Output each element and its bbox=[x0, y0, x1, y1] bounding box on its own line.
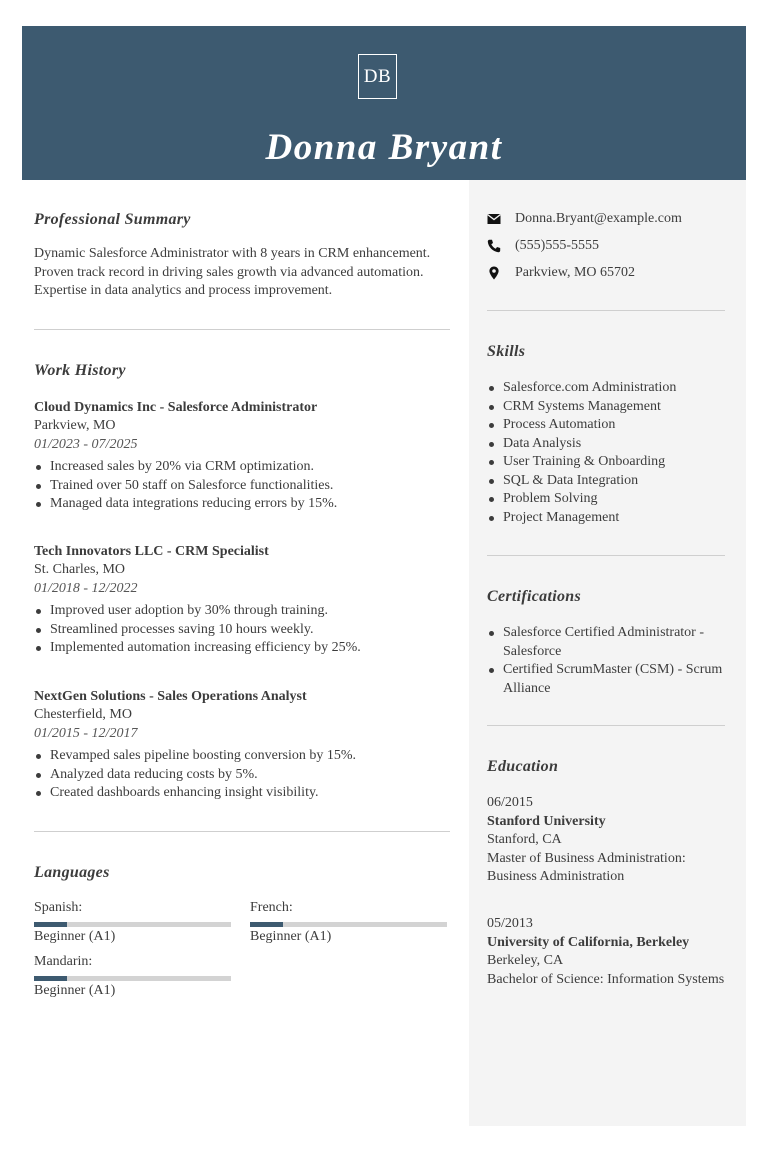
language-name: French: bbox=[250, 900, 293, 915]
edu-date: 05/2013 bbox=[487, 916, 533, 931]
sidebar-divider bbox=[487, 725, 725, 726]
list-item bbox=[487, 661, 727, 698]
sidebar bbox=[469, 180, 746, 1126]
cert-line: Alliance bbox=[503, 680, 551, 696]
list-item: Salesforce.com Administration bbox=[487, 379, 727, 398]
edu-location: Berkeley, CA bbox=[487, 953, 564, 968]
language-item bbox=[250, 899, 447, 946]
list-item: Increased sales by 20% via CRM optimization. bbox=[34, 458, 450, 477]
job-title: NextGen Solutions - Sales Operations Analyst bbox=[34, 689, 307, 704]
language-level: Beginner (A1) bbox=[34, 983, 116, 998]
work-history-heading: Work History bbox=[34, 362, 126, 379]
cert-line: Certified ScrumMaster (CSM) - Scrum bbox=[503, 662, 723, 677]
summary-line: Dynamic Salesforce Administrator with 8 years in CRM enhancement. bbox=[34, 246, 431, 261]
job-title: Cloud Dynamics Inc - Salesforce Administrator bbox=[34, 400, 318, 415]
list-item: Created dashboards enhancing insight visibility. bbox=[34, 784, 450, 803]
edu-school: Stanford University bbox=[487, 813, 606, 829]
map-pin-icon bbox=[487, 266, 501, 280]
list-item: Data Analysis bbox=[487, 435, 727, 454]
language-level: Beginner (A1) bbox=[250, 929, 332, 944]
education-heading: Education bbox=[487, 758, 559, 775]
job-bullets bbox=[34, 747, 450, 803]
proficiency-fill bbox=[34, 976, 67, 981]
edu-location: Stanford, CA bbox=[487, 832, 562, 847]
resume-page bbox=[22, 26, 746, 1126]
job-bullets bbox=[34, 602, 450, 658]
language-name: Spanish: bbox=[34, 900, 83, 915]
section-divider bbox=[34, 831, 450, 832]
proficiency-fill bbox=[34, 922, 67, 927]
list-item: Implemented automation increasing efficiency by 25%. bbox=[34, 639, 450, 658]
proficiency-bar bbox=[34, 976, 231, 981]
summary-line: Proven track record in driving sales growth via advanced automation. bbox=[34, 264, 424, 280]
summary-heading: Professional Summary bbox=[34, 211, 191, 228]
section-divider bbox=[34, 329, 450, 330]
list-item: Streamlined processes saving 10 hours weekly. bbox=[34, 621, 450, 640]
job-entry bbox=[34, 687, 450, 803]
list-item: User Training & Onboarding bbox=[487, 453, 727, 472]
envelope-icon bbox=[487, 212, 501, 226]
job-location: Parkview, MO bbox=[34, 418, 116, 433]
skills-heading: Skills bbox=[487, 343, 526, 360]
list-item: SQL & Data Integration bbox=[487, 472, 727, 491]
edu-degree: Master of Business Administration: bbox=[487, 850, 686, 866]
header-banner bbox=[22, 26, 746, 180]
job-dates: 01/2023 - 07/2025 bbox=[34, 436, 138, 452]
list-item: Process Automation bbox=[487, 416, 727, 435]
list-item: Problem Solving bbox=[487, 490, 727, 509]
sidebar-divider bbox=[487, 310, 725, 311]
job-title: Tech Innovators LLC - CRM Specialist bbox=[34, 544, 269, 559]
proficiency-bar bbox=[250, 922, 447, 927]
language-item bbox=[34, 953, 231, 1000]
location-text: Parkview, MO 65702 bbox=[515, 265, 636, 280]
certifications-heading: Certifications bbox=[487, 588, 581, 605]
proficiency-bar bbox=[34, 922, 231, 927]
job-location: Chesterfield, MO bbox=[34, 707, 132, 722]
edu-date: 06/2015 bbox=[487, 795, 533, 810]
education-entry bbox=[487, 794, 727, 887]
email-text: Donna.Bryant@example.com bbox=[515, 211, 682, 226]
list-item: Revamped sales pipeline boosting conversion by 15%. bbox=[34, 747, 450, 766]
list-item: Analyzed data reducing costs by 5%. bbox=[34, 766, 450, 785]
edu-degree: Bachelor of Science: Information Systems bbox=[487, 971, 725, 987]
language-level: Beginner (A1) bbox=[34, 929, 116, 944]
edu-degree: Business Administration bbox=[487, 869, 625, 884]
cert-line: Salesforce bbox=[503, 643, 562, 659]
phone-icon bbox=[487, 239, 501, 253]
list-item: Project Management bbox=[487, 509, 727, 528]
job-entry bbox=[34, 398, 450, 514]
candidate-name: Donna Bryant bbox=[265, 127, 503, 168]
monogram-badge: DB bbox=[358, 54, 397, 99]
skills-list bbox=[487, 379, 727, 527]
language-name: Mandarin: bbox=[34, 954, 93, 969]
list-item: Improved user adoption by 30% through training. bbox=[34, 602, 450, 621]
proficiency-fill bbox=[250, 922, 283, 927]
cert-line: Salesforce Certified Administrator - bbox=[503, 625, 704, 640]
job-bullets bbox=[34, 458, 450, 514]
list-item bbox=[487, 624, 727, 661]
phone-text: (555)555-5555 bbox=[515, 238, 599, 253]
job-location: St. Charles, MO bbox=[34, 562, 125, 577]
education-entry bbox=[487, 915, 727, 989]
job-dates: 01/2018 - 12/2022 bbox=[34, 580, 138, 596]
list-item: Trained over 50 staff on Salesforce functionalities. bbox=[34, 477, 450, 496]
job-dates: 01/2015 - 12/2017 bbox=[34, 725, 138, 741]
summary-line: Expertise in data analytics and process improvement. bbox=[34, 283, 333, 298]
edu-school: University of California, Berkeley bbox=[487, 934, 690, 950]
summary-text bbox=[34, 245, 450, 301]
list-item: Managed data integrations reducing errors by 15%. bbox=[34, 495, 450, 514]
job-entry bbox=[34, 542, 450, 658]
list-item: CRM Systems Management bbox=[487, 398, 727, 417]
sidebar-divider bbox=[487, 555, 725, 556]
language-item bbox=[34, 899, 231, 946]
certifications-list bbox=[487, 624, 727, 698]
languages-heading: Languages bbox=[34, 864, 110, 881]
